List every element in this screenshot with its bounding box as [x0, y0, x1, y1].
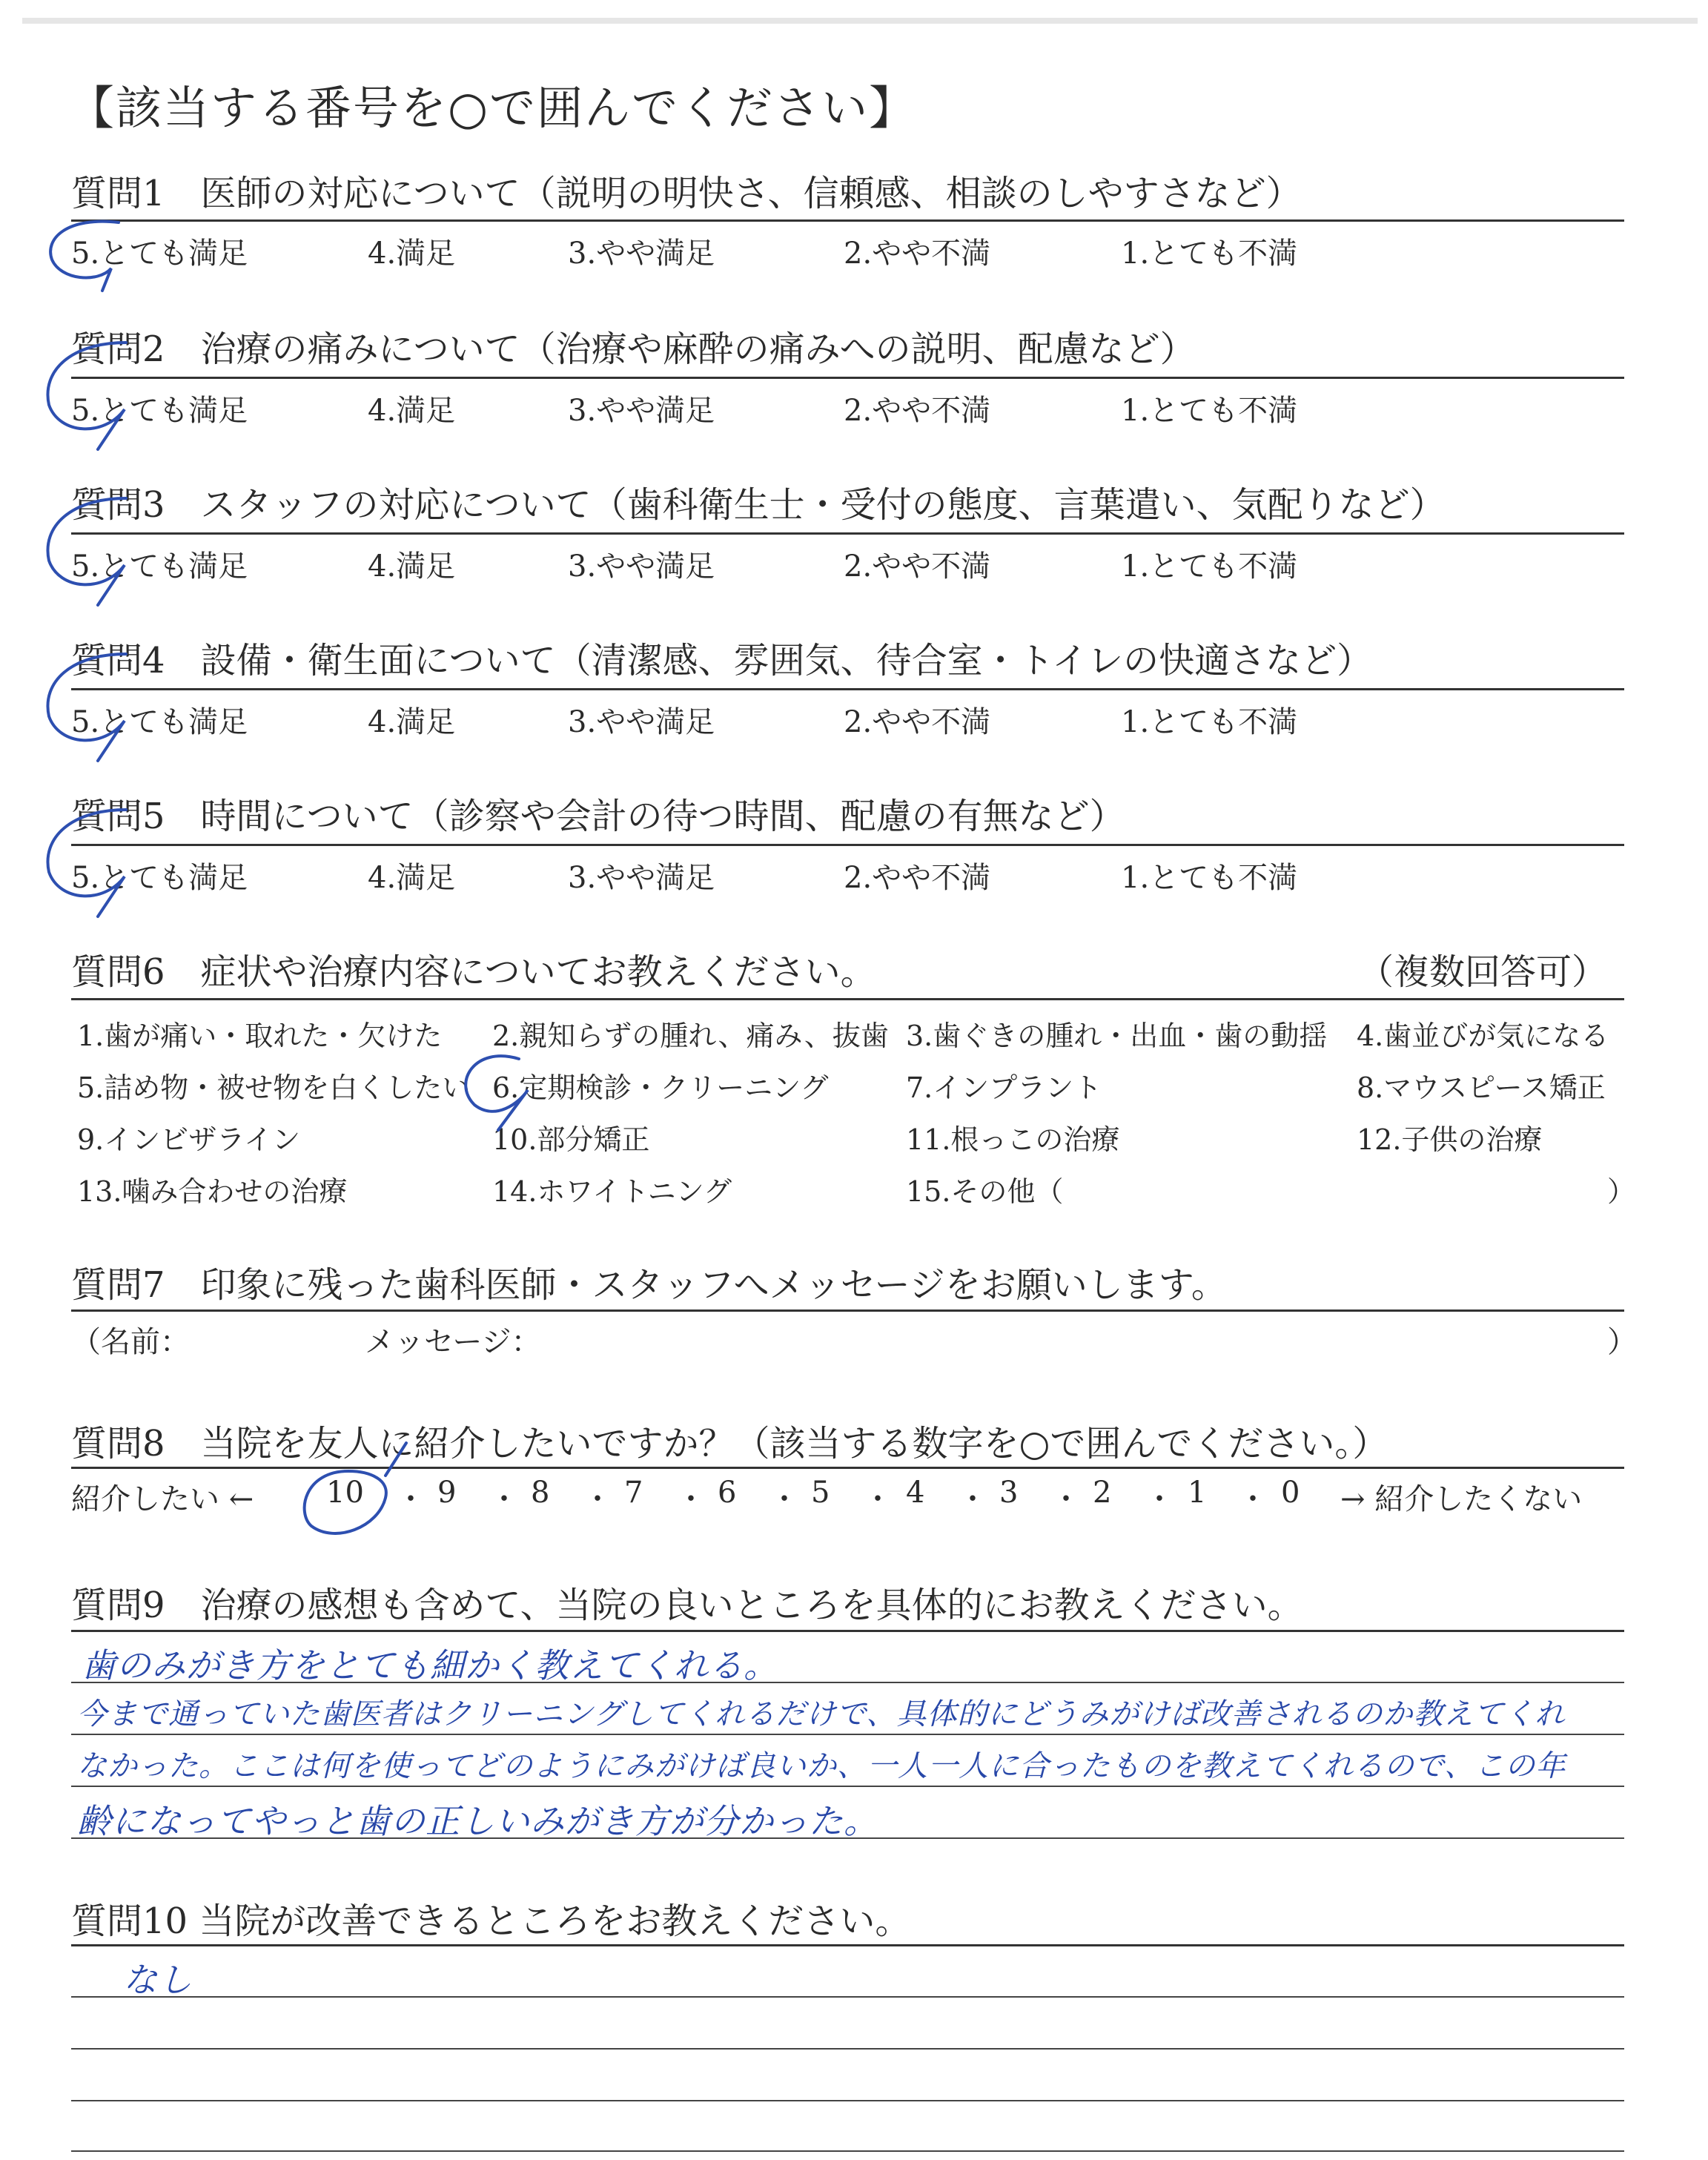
name-label: （名前：: [71, 1325, 190, 1359]
scale-separator: ・: [1145, 1482, 1174, 1516]
q6-option-12[interactable]: 12.子供の治療: [1357, 1123, 1543, 1156]
q4-option-4[interactable]: 4.満足: [368, 705, 456, 739]
q9-answer-line-4: 齢になってやっと歯の正しいみがき方が分かった。: [77, 1801, 878, 1841]
q6-option-8[interactable]: 8.マウスピース矯正: [1357, 1071, 1606, 1104]
q6-option-9[interactable]: 9.インビザライン: [77, 1123, 301, 1156]
q6-option-5[interactable]: 5.詰め物・被せ物を白くしたい: [77, 1071, 471, 1104]
q1-option-2[interactable]: 2.やや不満: [844, 237, 991, 271]
recommend-label: 紹介したい ←: [71, 1482, 254, 1516]
q6-option-1[interactable]: 1.歯が痛い・取れた・欠けた: [77, 1020, 443, 1052]
q5-option-1[interactable]: 1.とても不満: [1121, 861, 1298, 895]
scale-6[interactable]: 6: [718, 1476, 737, 1510]
scale-separator: ・: [1051, 1482, 1081, 1516]
question-5-heading: 質問5 時間について（診察や会計の待つ時間、配慮の有無など）: [71, 796, 1125, 837]
q9-answer-line-2: 今まで通っていた歯医者はクリーニングしてくれるだけで、具体的にどうみがけば改善されるのか教えてくれ: [77, 1697, 1566, 1731]
scale-2[interactable]: 2: [1093, 1476, 1112, 1510]
q6-option-6[interactable]: 6.定期検診・クリーニング: [492, 1071, 829, 1104]
scale-separator: ・: [769, 1482, 799, 1516]
q3-option-1[interactable]: 1.とても不満: [1121, 549, 1298, 584]
scale-separator: ・: [863, 1482, 893, 1516]
q4-option-1[interactable]: 1.とても不満: [1121, 705, 1298, 739]
q9-answer-line-1: 歯のみがき方をとても細かく教えてくれる。: [82, 1645, 778, 1685]
q6-option-10[interactable]: 10.部分矯正: [492, 1123, 650, 1156]
scale-3[interactable]: 3: [999, 1476, 1019, 1510]
q6-option-4[interactable]: 4.歯並びが気になる: [1357, 1020, 1609, 1052]
q2-option-2[interactable]: 2.やや不満: [844, 394, 991, 428]
q3-option-5[interactable]: 5.とても満足: [71, 549, 248, 584]
scale-separator: ・: [676, 1482, 706, 1516]
scale-10[interactable]: 10: [326, 1476, 364, 1510]
question-6-heading: 質問6 症状や治療内容についてお教えください。: [71, 951, 876, 993]
q2-option-1[interactable]: 1.とても不満: [1121, 394, 1298, 428]
q5-option-2[interactable]: 2.やや不満: [844, 861, 991, 895]
question-2-heading: 質問2 治療の痛みについて（治療や麻酔の痛みへの説明、配慮など）: [71, 328, 1196, 370]
scale-5[interactable]: 5: [811, 1476, 830, 1510]
q2-option-4[interactable]: 4.満足: [368, 394, 456, 428]
q1-option-1[interactable]: 1.とても不満: [1121, 237, 1298, 271]
q6-option-3[interactable]: 3.歯ぐきの腫れ・出血・歯の動揺: [906, 1020, 1328, 1052]
scale-8[interactable]: 8: [531, 1476, 550, 1510]
scale-separator: ・: [1238, 1482, 1268, 1516]
scale-4[interactable]: 4: [906, 1476, 925, 1510]
scale-9[interactable]: 9: [437, 1476, 457, 1510]
question-10-heading: 質問10 当院が改善できるところをお教えください。: [71, 1900, 911, 1942]
q6-option-2[interactable]: 2.親知らずの腫れ、痛み、抜歯: [492, 1020, 889, 1052]
circle-mark-q4: [47, 654, 126, 761]
scale-separator: ・: [583, 1482, 612, 1516]
q3-option-3[interactable]: 3.やや満足: [568, 549, 715, 584]
message-label: メッセージ：: [365, 1325, 541, 1359]
scale-7[interactable]: 7: [624, 1476, 643, 1510]
q2-option-5[interactable]: 5.とても満足: [71, 394, 248, 428]
q3-option-4[interactable]: 4.満足: [368, 549, 456, 584]
q3-option-2[interactable]: 2.やや不満: [844, 549, 991, 584]
question-1-heading: 質問1 医師の対応について（説明の明快さ、信頼感、相談のしやすさなど）: [71, 173, 1302, 214]
q1-option-3[interactable]: 3.やや満足: [568, 237, 715, 271]
q1-option-5[interactable]: 5.とても満足: [71, 237, 248, 271]
q2-option-3[interactable]: 3.やや満足: [568, 394, 715, 428]
q5-option-4[interactable]: 4.満足: [368, 861, 456, 895]
multiple-answers-note: （複数回答可）: [1358, 951, 1608, 993]
question-7-heading: 質問7 印象に残った歯科医師・スタッフへメッセージをお願いします。: [71, 1264, 1227, 1306]
q1-option-4[interactable]: 4.満足: [368, 237, 456, 271]
circle-mark-q1: [50, 222, 119, 291]
q6-option-13[interactable]: 13.噛み合わせの治療: [77, 1175, 348, 1208]
q6-option-14[interactable]: 14.ホワイトニング: [492, 1175, 732, 1208]
circle-mark-q5: [47, 810, 126, 916]
q6-option-11[interactable]: 11.根っこの治療: [906, 1123, 1120, 1156]
q10-answer-line-1: なし: [123, 1960, 193, 2000]
question-3-heading: 質問3 スタッフの対応について（歯科衛生士・受付の態度、言葉遣い、気配りなど）: [71, 484, 1446, 526]
circle-mark-q8-scale-10: [305, 1443, 406, 1533]
page-title: 【該当する番号を○で囲んでください】: [68, 81, 917, 135]
circle-mark-q6-option-6: [466, 1056, 528, 1130]
q4-option-2[interactable]: 2.やや不満: [844, 705, 991, 739]
q5-option-3[interactable]: 3.やや満足: [568, 861, 715, 895]
q4-option-5[interactable]: 5.とても満足: [71, 705, 248, 739]
question-8-heading: 質問8 当院を友人に紹介したいですか？（該当する数字を○で囲んでください。）: [71, 1423, 1388, 1464]
q6-option-7[interactable]: 7.インプラント: [906, 1071, 1102, 1104]
q6-other-close-paren: ）: [1607, 1175, 1636, 1208]
not-recommend-label: → 紹介したくない: [1340, 1482, 1583, 1516]
q5-option-5[interactable]: 5.とても満足: [71, 861, 248, 895]
question-4-heading: 質問4 設備・衛生面について（清潔感、雰囲気、待合室・トイレの快適さなど）: [71, 640, 1373, 681]
scale-separator: ・: [489, 1482, 519, 1516]
scale-separator: ・: [958, 1482, 987, 1516]
q9-answer-line-3: なかった。ここは何を使ってどのようにみがけば良いか、一人一人に合ったものを教えてくれるので、この年: [77, 1749, 1566, 1783]
circle-mark-q2: [47, 343, 126, 449]
q7-close-paren: ）: [1607, 1325, 1637, 1359]
q4-option-3[interactable]: 3.やや満足: [568, 705, 715, 739]
question-9-heading: 質問9 治療の感想も含めて、当院の良いところを具体的にお教えください。: [71, 1585, 1303, 1626]
q6-option-15[interactable]: 15.その他（: [906, 1175, 1064, 1208]
circle-mark-q3: [47, 498, 126, 605]
scale-1[interactable]: 1: [1188, 1476, 1207, 1510]
scale-0[interactable]: 0: [1281, 1476, 1300, 1510]
scale-separator: ・: [396, 1482, 426, 1516]
